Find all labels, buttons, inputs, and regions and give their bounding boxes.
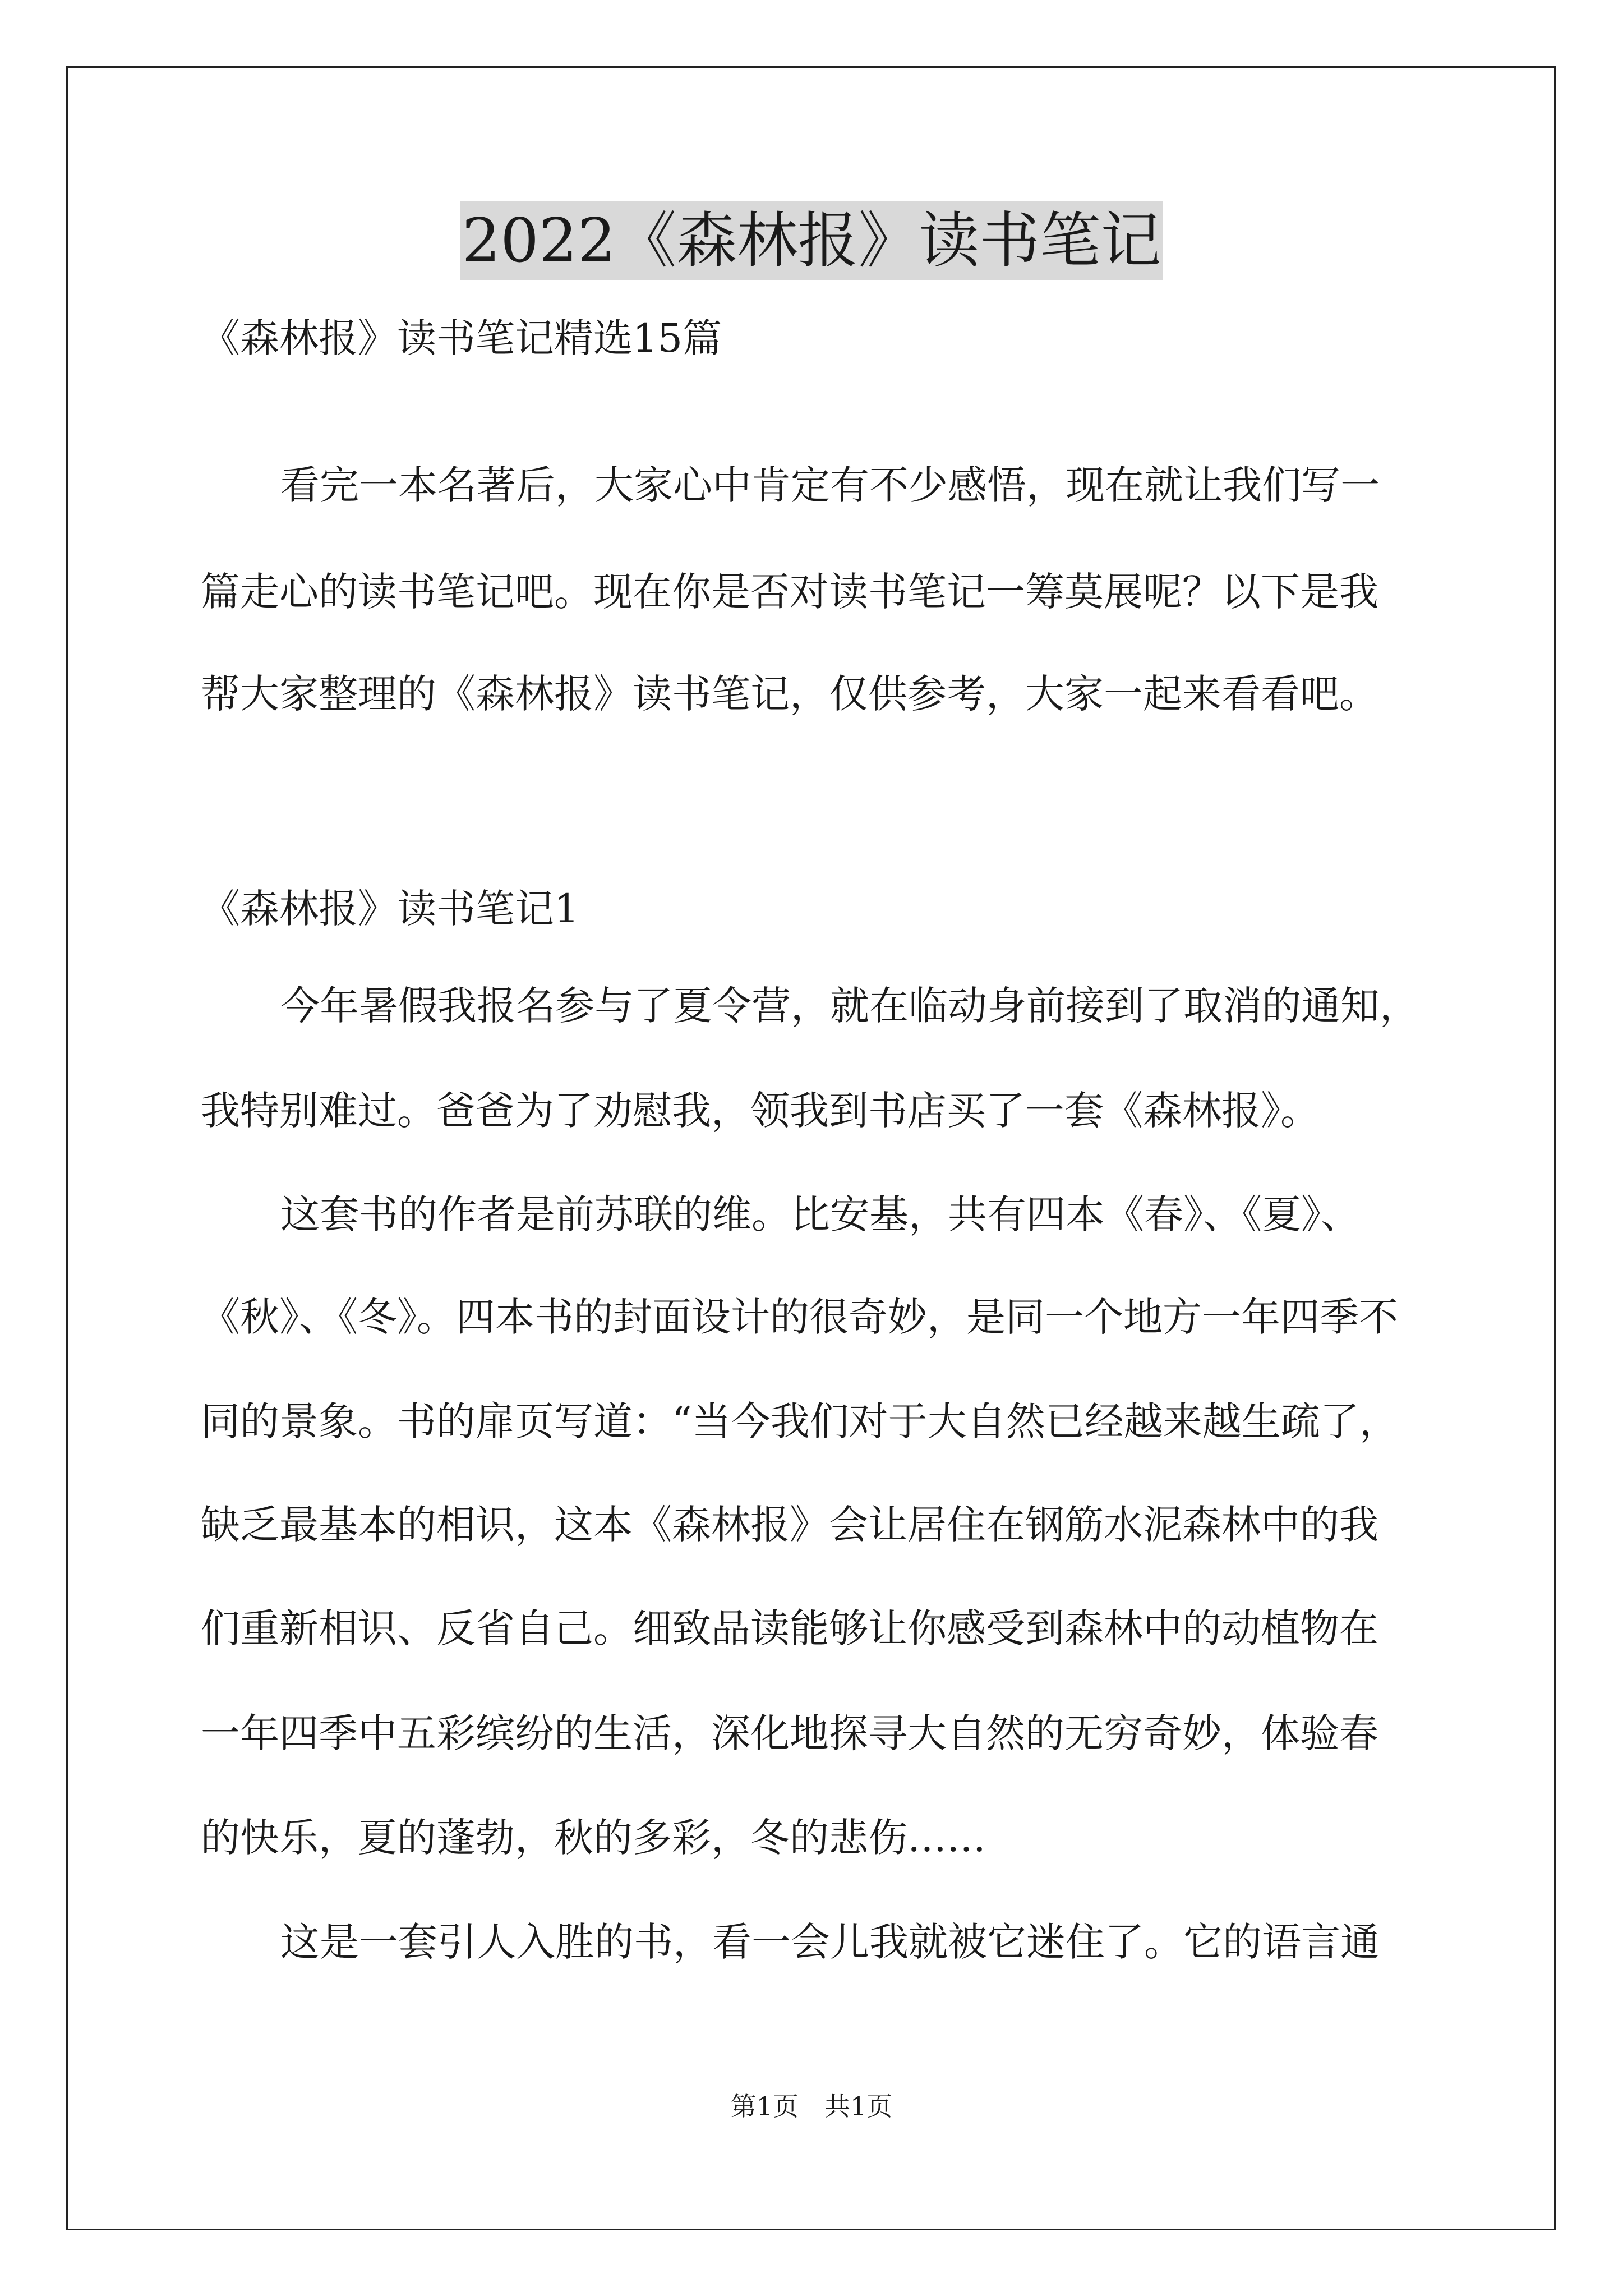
para2-line-2: 《秋》、《冬》。四本书的封面设计的很奇妙，是同一个地方一年四季不 (201, 1294, 1398, 1340)
para2-line-1: 这套书的作者是前苏联的维。比安基，共有四本《春》、《夏》、 (280, 1191, 1360, 1237)
page-number: 第1页 (730, 2091, 799, 2122)
para3-line-1: 这是一套引人入胜的书，看一会儿我就被它迷住了。它的语言通 (280, 1919, 1380, 1965)
page-footer (0, 2090, 1623, 2123)
intro-line-3: 帮大家整理的《森林报》读书笔记，仅供参考，大家一起来看看吧。 (201, 671, 1378, 717)
para1-line-1: 今年暑假我报名参与了夏令营，就在临动身前接到了取消的通知， (280, 983, 1419, 1029)
para2-line-6: 一年四季中五彩缤纷的生活，深化地探寻大自然的无穷奇妙，体验春 (201, 1710, 1378, 1756)
para2-line-4: 缺乏最基本的相识，这本《森林报》会让居住在钢筋水泥森林中的我 (201, 1502, 1378, 1548)
document-title (0, 199, 1623, 283)
para2-line-7: 的快乐，夏的蓬勃，秋的多彩，冬的悲伤…… (201, 1815, 986, 1861)
page-border (66, 66, 1556, 2230)
page-total: 共1页 (824, 2091, 893, 2122)
intro-line-1: 看完一本名著后，大家心中肯定有不少感悟，现在就让我们写一 (280, 462, 1380, 508)
para1-line-2: 我特别难过。爸爸为了劝慰我，领我到书店买了一套《森林报》。 (201, 1088, 1320, 1134)
document-title-text: 2022《森林报》读书笔记 (460, 201, 1164, 280)
document-subtitle: 《森林报》读书笔记精选15篇 (201, 315, 722, 361)
para2-line-5: 们重新相识、反省自己。细致品读能够让你感受到森林中的动植物在 (201, 1605, 1378, 1651)
intro-line-2: 篇走心的读书笔记吧。现在你是否对读书笔记一筹莫展呢？以下是我 (201, 569, 1378, 615)
para2-line-3: 同的景象。书的扉页写道：“当今我们对于大自然已经越来越生疏了， (201, 1398, 1399, 1444)
section-heading: 《森林报》读书笔记1 (201, 886, 579, 932)
